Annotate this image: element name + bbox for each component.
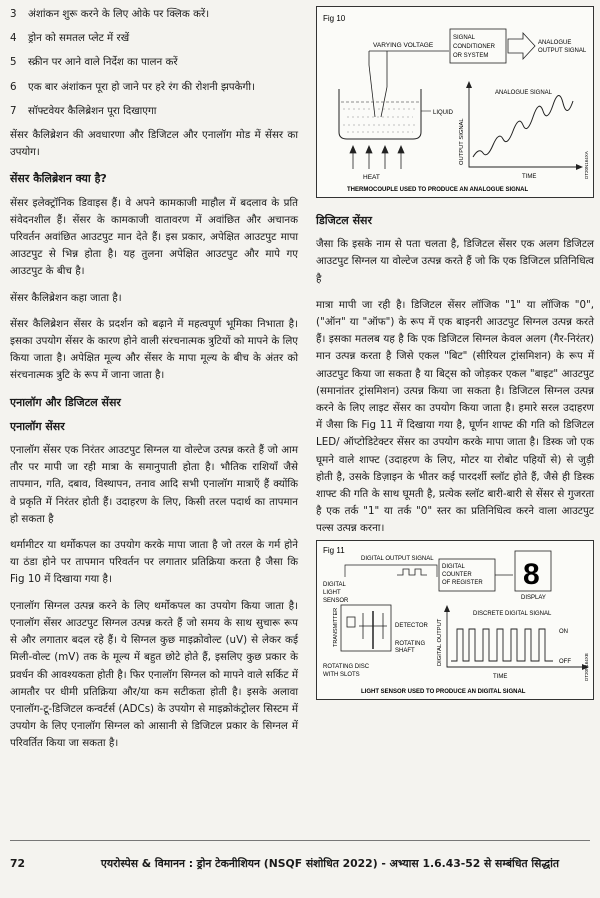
page-footer — [10, 850, 590, 876]
analogue-signal-label: ANALOGUE SIGNAL — [495, 90, 553, 96]
left-column — [10, 6, 298, 762]
y-axis-label: OUTPUT SIGNAL — [459, 118, 465, 165]
figure-caption: THERMOCOUPLE USED TO PRODUCE AN ANALOGUE SIGNAL — [347, 187, 529, 193]
figure-code: DT20N164XB — [584, 653, 589, 681]
svg-text:CONDITIONER: CONDITIONER — [453, 44, 495, 50]
page-number: 72 — [10, 856, 26, 870]
footer-title: एयरोस्पेस & विमानन : ड्रोन टेकनीशियन (NSQF संशोधित 2022) - अभ्यास 1.6.43-52 से सम्बंधित सिद्धांत — [100, 856, 560, 870]
calibration-paragraph: सेंसर इलेक्ट्रॉनिक डिवाइस हैं। वे अपने कामकाजी माहौल में बदलाव के प्रति संवेदनशील हैं। सेंसर के कामकाजी वातावरण में अवांछित और अचानक परिवर्तन अवांछित आउटपुट मान देते हैं। इस प्रकार, अपेक्षित आउटपुट मापा आउटपुट से भिन्न होता है। यह तुलना अपेक्षित आउटपुट और मापे गए आउटपुट के बीच है। — [10, 196, 298, 278]
output-arrow — [508, 33, 535, 59]
heat-arrows — [350, 146, 404, 169]
on-label: ON — [559, 629, 568, 635]
analog-sensor-heading: एनालॉग सेंसर — [10, 419, 65, 433]
svg-text:SENSOR: SENSOR — [323, 598, 349, 604]
svg-text:DIGITAL: DIGITAL — [323, 582, 346, 588]
svg-text:SHAFT: SHAFT — [395, 648, 415, 654]
thermocouple-diagram — [317, 7, 593, 197]
seven-segment-digit: 8 — [523, 558, 540, 591]
detector-label: DETECTOR — [395, 623, 428, 629]
right-column — [316, 6, 594, 547]
digital-sensor-heading: डिजिटल सेंसर — [316, 214, 372, 227]
pulse-train — [397, 569, 427, 575]
svg-text:OF REGISTER: OF REGISTER — [442, 580, 483, 586]
svg-text:COUNTER: COUNTER — [442, 572, 472, 578]
figure-11 — [316, 540, 594, 700]
footer-divider — [10, 840, 590, 841]
intro-paragraph: सेंसर कैलिब्रेशन की अवधारणा और डिजिटल और एनालॉग मोड में सेंसर का उपयोग। — [10, 129, 298, 159]
svg-text:DIGITAL: DIGITAL — [442, 564, 465, 570]
led-emitter — [347, 617, 355, 627]
step-item: 5 स्क्रीन पर आने वाले निर्देश का पालन करें — [10, 56, 178, 69]
svg-text:SIGNAL: SIGNAL — [453, 35, 476, 41]
sensor-box — [341, 605, 391, 651]
liquid-label: LIQUID — [433, 110, 454, 116]
step-item: 7 सॉफ्टवेयर कैलिब्रेशन पूरा दिखाएगा — [10, 104, 157, 117]
digital-output-label: DIGITAL OUTPUT SIGNAL — [361, 556, 434, 562]
step-item: 6 एक बार अंशांकन पूरा हो जाने पर हरे रंग की रोशनी झपकेगी। — [10, 80, 255, 93]
figure-label: Fig 10 — [323, 14, 346, 23]
svg-text:OR SYSTEM: OR SYSTEM — [453, 53, 489, 59]
beaker — [339, 89, 421, 139]
svg-text:ROTATING: ROTATING — [395, 641, 426, 647]
y-axis-label: DIGITAL OUTPUT — [437, 618, 443, 666]
calibration-heading: सेंसर कैलिब्रेशन क्या है? — [10, 172, 107, 186]
time-label: TIME — [493, 674, 508, 680]
figure-label: Fig 11 — [323, 546, 345, 555]
figure-caption: LIGHT SENSOR USED TO PRODUCE AN DIGITAL SIGNAL — [361, 689, 526, 695]
figure-10 — [316, 6, 594, 198]
analog-paragraph: एनालॉग सिग्नल उत्पन्न करने के लिए थर्मोकपल का उपयोग किया जाता है। एनालॉग सेंसर आउटपुट सिग्नल उत्पन्न करते हैं जो समय के साथ सुचारू रूप से और लगातार बदल रहे हैं। ये सिग्नल कुछ माइक्रोवोल्ट (uV) से लेकर कई मिली-वोल्ट (mV) तक के मूल्य में बहुत छोटे होते हैं, इसलिए कुछ प्रकार के प्रवर्धन की आवश्यकता होती है। फिर एनालॉग सिग्नल को मापने वाले सर्किट में आमतौर पर धीमी प्रतिक्रिया और/या कम सटीकता होती है। इसके अलावा एनालॉग-टू-डिजिटल कन्वर्टर्स (ADCs) के उपयोग से माइक्रोकंट्रोलर सिस्टम में उपयोग के लिए एनालॉग सिग्नल को आसानी से डिजिटल प्रकार के सिग्नल में परिवर्तित किया जा सकता है। — [10, 599, 298, 750]
time-label: TIME — [522, 174, 537, 180]
discrete-signal-label: DISCRETE DIGITAL SIGNAL — [473, 611, 552, 617]
light-sensor-diagram — [317, 541, 593, 699]
calibration-paragraph: सेंसर कैलिब्रेशन सेंसर के प्रदर्शन को बढ़ाने में महत्वपूर्ण भूमिका निभाता है। इसका उपयोग सेंसर के कारण होने वाली संरचनात्मक त्रुटियों को मापने के लिए किया जाता है। अपेक्षित मूल्य और सेंसर के मापा मूल्य के बीच के अंतर को संरचनात्मक त्रुटि के रूप में जाना जाता है। — [10, 317, 298, 382]
digital-paragraph: मात्रा मापी जा रही है। डिजिटल सेंसर लॉजिक "1" या लॉजिक "0", ("ऑन" या "ऑफ") के रूप में एक बाइनरी आउटपुट सिग्नल उत्पन्न करते हैं। इसका मतलब यह है कि एक डिजिटल सिग्नल केवल अलग (गैर-निरंतर) मान उत्पन्न करता है जिसे एकल "बिट" (सीरियल ट्रांसमिशन) के रूप में आउटपुट किया जा सकता है या बिट्स को जोड़कर एकल "बाइट" आउटपुट (समानांतर ट्रांसमिशन) उत्पन्न किया जा सकता है। डिजिटल सिग्नल उत्पन्न करने के लिए लाइट सेंसर का उपयोग किया जाता है। हमारे सरल उदाहरण में जैसा कि Fig 11 में दिखाया गया है, घूर्णन शाफ्ट की गति को डिजिटल LED/ ऑप्टोडिटेक्टर सेंसर का उपयोग करके मापा जाता है। डिस्क जो एक घूमने वाले शाफ्ट (उदाहरण के लिए, मोटर या रोबोट पहियों से) से जुड़ी होती है, उसके डिज़ाइन के भीतर कई पारदर्शी स्लॉट होते हैं, जैसे ही डिस्क शाफ्ट की गति के साथ घूमती है, प्रत्येक स्लॉट बारी-बारी से सेंसर से गुजरता है एक तर्क "1" या तर्क "0" स्तर का प्रतिनिधित्व करने वाला आउटपुट पल्स उत्पन्न करना। — [316, 298, 594, 535]
svg-text:ANALOGUE: ANALOGUE — [538, 40, 572, 46]
analog-paragraph: एनालॉग सेंसर एक निरंतर आउटपुट सिग्नल या वोल्टेज उत्पन्न करते हैं जो आम तौर पर मापी जा रही मात्रा के समानुपाती होता है। भौतिक राशियाँ जैसे तापमान, गति, दबाव, विस्थापन, तनाव आदि सभी एनालॉग मात्राएँ हैं क्योंकि वे प्रकृति में निरंतर होती हैं। उदाहरण के लिए, किसी तरल पदार्थ का तापमान हो सकता है — [10, 444, 298, 525]
calibration-paragraph: सेंसर कैलिब्रेशन कहा जाता है। — [10, 291, 122, 304]
transmitter-label: TRANSMITTER — [333, 607, 339, 647]
analog-digital-heading: एनालॉग और डिजिटल सेंसर — [10, 395, 121, 409]
digital-waveform — [451, 629, 553, 661]
step-item: 3 अंशांकन शुरू करने के लिए ओके पर क्लिक करें। — [10, 8, 210, 20]
off-label: OFF — [559, 659, 571, 665]
display-label: DISPLAY — [521, 595, 546, 601]
svg-text:ROTATING DISC: ROTATING DISC — [323, 664, 370, 670]
figure-code: DT20N164XA — [584, 151, 589, 179]
thermocouple-wires — [369, 51, 449, 117]
svg-text:LIGHT: LIGHT — [323, 590, 341, 596]
analog-paragraph: थर्मामीटर या थर्मोकपल का उपयोग करके मापा जाता है जो तरल के गर्म होने या ठंडा होने पर तापमान परिवर्तन पर लगातार प्रतिक्रिया करता है जैसा कि Fig 10 में दिखाया गया है। — [10, 539, 298, 586]
step-item: 4 ड्रोन को समतल प्लेट में रखें — [10, 32, 130, 45]
varying-voltage-label: VARYING VOLTAGE — [373, 42, 434, 49]
svg-text:OUTPUT SIGNAL: OUTPUT SIGNAL — [538, 48, 587, 54]
svg-text:WITH SLOTS: WITH SLOTS — [323, 672, 360, 678]
heat-label: HEAT — [363, 174, 380, 181]
analogue-waveform — [473, 95, 573, 157]
digital-paragraph: जैसा कि इसके नाम से पता चलता है, डिजिटल सेंसर एक अलग डिजिटल आउटपुट सिग्नल या वोल्टेज उत्पन्न करते हैं जो कि एक डिजिटल प्रतिनिधित्व है — [316, 238, 594, 285]
